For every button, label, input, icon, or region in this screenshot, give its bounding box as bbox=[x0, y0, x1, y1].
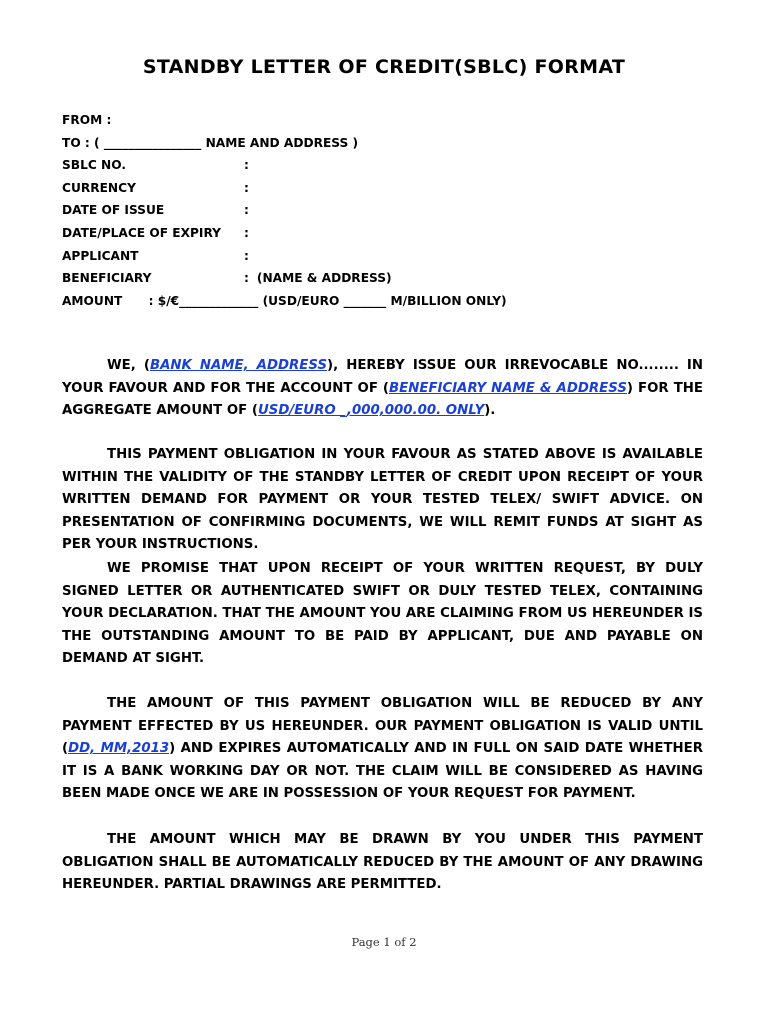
para5-text: THE AMOUNT WHICH MAY BE DRAWN BY YOU UNDER THIS PAYMENT OBLIGATION SHALL BE AUTOMATICALLY REDUCED BY THE AMOUNT OF ANY DRAWING HEREUNDER. PARTIAL DRAWINGS ARE PERMITTED. bbox=[62, 832, 703, 893]
amount-link[interactable]: USD/EURO _,000,000.00. ONLY bbox=[257, 403, 485, 419]
para1-text-1: WE, ( bbox=[107, 358, 150, 373]
beneficiary-row bbox=[62, 267, 722, 290]
date-of-expiry-colon: : bbox=[244, 225, 249, 240]
para1-text-3: ) FOR THE AGGREGATE AMOUNT OF ( bbox=[62, 380, 703, 419]
currency-label: CURRENCY bbox=[62, 180, 136, 195]
paragraph-issuance bbox=[62, 355, 703, 423]
date-of-issue-row bbox=[62, 199, 722, 222]
header-fields bbox=[62, 109, 722, 312]
currency-row bbox=[62, 177, 722, 200]
paragraph-drawings bbox=[62, 829, 703, 897]
valid-until-date-link[interactable]: DD, MM,2013 bbox=[68, 741, 170, 757]
beneficiary-colon bbox=[244, 267, 392, 290]
applicant-label: APPLICANT bbox=[62, 248, 139, 263]
amount-row bbox=[62, 290, 722, 313]
para4-text-1: THE AMOUNT OF THIS PAYMENT OBLIGATION WILL BE REDUCED BY ANY PAYMENT EFFECTED BY US HEREUNDER. OUR PAYMENT OBLIGATION IS VALID UNTIL ( bbox=[62, 696, 703, 757]
para3-text: WE PROMISE THAT UPON RECEIPT OF YOUR WRITTEN REQUEST, BY DULY SIGNED LETTER OR AUTHENTICATED SWIFT OR DULY TESTED TELEX, CONTAINING YOUR DECLARATION. THAT THE AMOUNT YOU ARE CLAIMING FROM US HEREUNDER IS THE OUTSTANDING AMOUNT TO BE PAID BY APPLICANT, DUE AND PAYABLE ON DEMAND AT SIGHT. bbox=[62, 561, 703, 667]
from-row bbox=[62, 109, 722, 132]
date-of-issue-label: DATE OF ISSUE bbox=[62, 203, 165, 218]
page-number: Page 1 of 2 bbox=[351, 935, 417, 949]
document-title: STANDBY LETTER OF CREDIT(SBLC) FORMAT bbox=[142, 56, 626, 78]
paragraph-validity bbox=[62, 693, 703, 806]
bank-name-link[interactable]: BANK NAME, ADDRESS bbox=[149, 358, 328, 373]
beneficiary-value: (NAME & ADDRESS) bbox=[256, 271, 392, 286]
para4-text-2: ) AND EXPIRES AUTOMATICALLY AND IN FULL ON SAID DATE WHETHER IT IS A BANK WORKING DAY OR NOT. THE CLAIM WILL BE CONSIDERED AS HAVING BEEN MADE ONCE WE ARE IN POSSESSION OF YOUR REQUEST FOR PAYMENT. bbox=[62, 741, 704, 802]
paragraph-promise bbox=[62, 558, 703, 671]
para1-text-4: ). bbox=[484, 403, 496, 419]
sblc-row bbox=[62, 154, 722, 177]
beneficiary-label: BENEFICIARY bbox=[62, 271, 152, 286]
para1-text-2: ), HEREBY ISSUE OUR IRREVOCABLE NO........ IN YOUR FAVOUR AND FOR THE ACCOUNT OF ( bbox=[62, 358, 703, 396]
to-label: TO : ( ________________ NAME AND ADDRESS ) bbox=[62, 135, 359, 150]
paragraph-obligation bbox=[62, 444, 703, 557]
beneficiary-colon-char: : bbox=[244, 271, 249, 286]
from-label: FROM : bbox=[62, 113, 112, 127]
applicant-colon: : bbox=[244, 248, 249, 263]
amount-value: : $/€_____________ (USD/EURO _______ M/BILLION ONLY) bbox=[148, 293, 507, 308]
applicant-row bbox=[62, 245, 722, 268]
date-of-expiry-label: DATE/PLACE OF EXPIRY bbox=[62, 225, 221, 240]
date-of-expiry-row bbox=[62, 222, 722, 245]
beneficiary-name-link[interactable]: BENEFICIARY NAME & ADDRESS bbox=[389, 380, 627, 396]
date-of-issue-colon: : bbox=[244, 203, 249, 218]
para2-text: THIS PAYMENT OBLIGATION IN YOUR FAVOUR AS STATED ABOVE IS AVAILABLE WITHIN THE VALIDITY OF THE STANDBY LETTER OF CREDIT UPON RECEIPT OF YOUR WRITTEN DEMAND FOR PAYMENT OR YOUR TESTED TELEX/ SWIFT ADVICE. ON PRESENTATION OF CONFIRMING DOCUMENTS, WE WILL REMIT FUNDS AT SIGHT AS PER YOUR INSTRUCTIONS. bbox=[62, 447, 703, 553]
currency-colon: : bbox=[244, 180, 249, 195]
sblc-colon: : bbox=[244, 158, 249, 173]
to-row bbox=[62, 132, 722, 155]
amount-label: AMOUNT bbox=[62, 293, 123, 308]
sblc-label: SBLC NO. bbox=[62, 158, 126, 173]
